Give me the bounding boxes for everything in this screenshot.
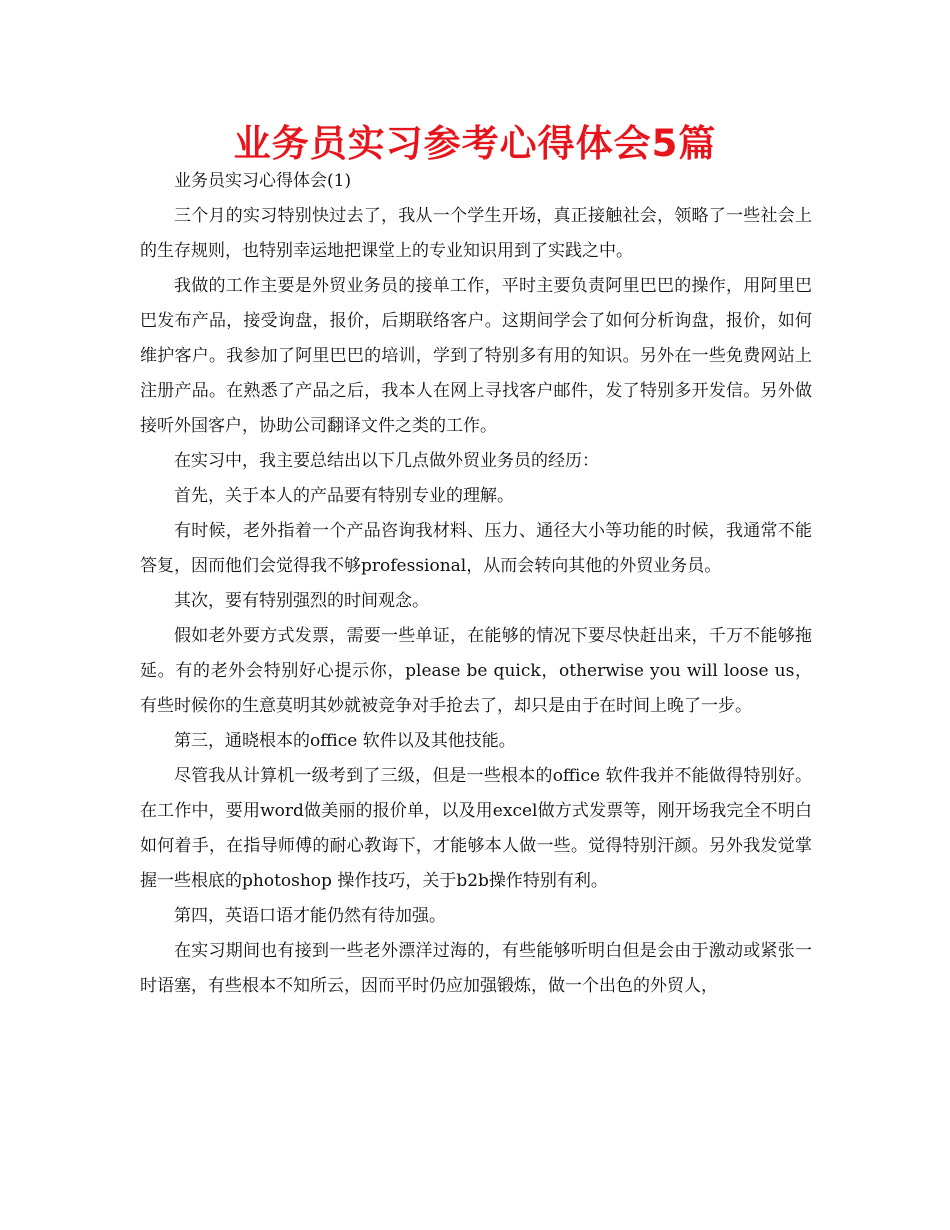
paragraph: 第三，通晓根本的office 软件以及其他技能。: [174, 731, 516, 751]
paragraph: 三个月的实习特别快过去了，我从一个学生开场，真正接触社会，领略了一些社会上的生存规则，也特别幸运地把课堂上的专业知识用到了实践之中。: [140, 206, 812, 261]
paragraph-subtitle: 业务员实习心得体会(1): [174, 171, 352, 191]
document-body: [140, 164, 812, 1004]
paragraph: 有时候，老外指着一个产品咨询我材料、压力、通径大小等功能的时候，我通常不能答复，因而他们会觉得我不够professional，从而会转向其他的外贸业务员。: [140, 521, 812, 576]
document-title: 业务员实习参考心得体会5篇: [233, 122, 717, 165]
paragraph: 我做的工作主要是外贸业务员的接单工作，平时主要负责阿里巴巴的操作，用阿里巴巴发布产品，接受询盘，报价，后期联络客户。这期间学会了如何分析询盘，报价，如何维护客户。我参加了阿里巴巴的培训，学到了特别多有用的知识。另外在一些免费网站上注册产品。在熟悉了产品之后，我本人在网上寻找客户邮件，发了特别多开发信。另外做接听外国客户，协助公司翻译文件之类的工作。: [140, 276, 812, 436]
paragraph: 首先，关于本人的产品要有特别专业的理解。: [174, 486, 514, 506]
paragraph: 第四，英语口语才能仍然有待加强。: [174, 906, 446, 926]
paragraph: 其次，要有特别强烈的时间观念。: [174, 591, 429, 611]
paragraph: 在实习中，我主要总结出以下几点做外贸业务员的经历：: [174, 451, 599, 471]
paragraph: 在实习期间也有接到一些老外漂洋过海的，有些能够听明白但是会由于激动或紧张一时语塞，有些根本不知所云，因而平时仍应加强锻炼，做一个出色的外贸人，: [140, 941, 812, 996]
paragraph: 尽管我从计算机一级考到了三级，但是一些根本的office 软件我并不能做得特别好。在工作中，要用word做美丽的报价单，以及用excel做方式发票等，刚开场我完全不明白如何着手，在指导师傅的耐心教诲下，才能够本人做一些。觉得特别汗颜。另外我发觉掌握一些根底的photoshop 操作技巧，关于b2b操作特别有利。: [140, 766, 812, 891]
paragraph: 假如老外要方式发票，需要一些单证，在能够的情况下要尽快赶出来，千万不能够拖延。有的老外会特别好心提示你，please be quick，otherwise you will loose us，有些时候你的生意莫明其妙就被竞争对手抢去了，却只是由于在时间上晚了一步。: [140, 626, 812, 716]
